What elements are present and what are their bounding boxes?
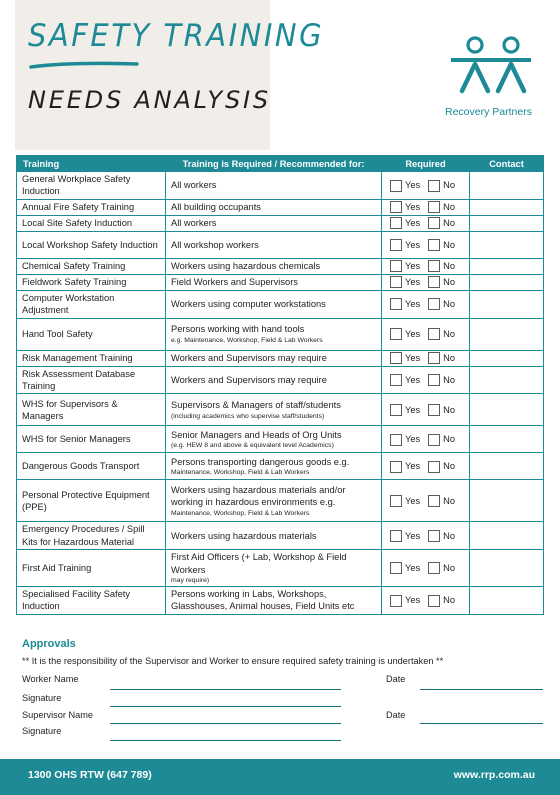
table-row bbox=[17, 587, 544, 615]
no-checkbox[interactable] bbox=[428, 239, 440, 251]
contact-cell[interactable] bbox=[470, 366, 544, 394]
requirement-text: Persons working with hand tools bbox=[171, 324, 305, 335]
training-name: Local Workshop Safety Induction bbox=[17, 231, 166, 258]
col-header-required-for: Training is Required / Recommended for: bbox=[166, 156, 382, 172]
brand-logo bbox=[445, 34, 545, 124]
responsibility-note: ** It is the responsibility of the Supervisor and Worker to ensure required safety training is undertaken ** bbox=[22, 656, 444, 666]
contact-cell[interactable] bbox=[470, 290, 544, 318]
training-name: WHS for Senior Managers bbox=[17, 426, 166, 453]
no-checkbox[interactable] bbox=[428, 260, 440, 272]
training-table bbox=[16, 155, 544, 615]
required-cell bbox=[382, 453, 470, 480]
no-checkbox[interactable] bbox=[428, 352, 440, 364]
training-name: Specialised Facility Safety Induction bbox=[17, 587, 166, 615]
no-label: No bbox=[443, 595, 456, 606]
training-name: Annual Fire Safety Training bbox=[17, 199, 166, 215]
requirement-cell bbox=[166, 274, 382, 290]
requirement-note: (including academics who supervise staff/students) bbox=[171, 412, 325, 420]
training-name: Computer Workstation Adjustment bbox=[17, 290, 166, 318]
yes-checkbox[interactable] bbox=[390, 217, 402, 229]
contact-cell[interactable] bbox=[470, 350, 544, 366]
yes-checkbox[interactable] bbox=[390, 530, 402, 542]
required-cell bbox=[382, 522, 470, 550]
no-checkbox[interactable] bbox=[428, 404, 440, 416]
footer-phone: 1300 OHS RTW (647 789) bbox=[28, 769, 152, 781]
required-cell bbox=[382, 274, 470, 290]
required-cell bbox=[382, 480, 470, 522]
table-row bbox=[17, 318, 544, 350]
requirement-note: Maintenance, Workshop, Field & Lab Workers bbox=[171, 469, 310, 477]
yes-checkbox[interactable] bbox=[390, 328, 402, 340]
yes-label: Yes bbox=[405, 495, 421, 506]
requirement-cell bbox=[166, 350, 382, 366]
no-checkbox[interactable] bbox=[428, 461, 440, 473]
table-row bbox=[17, 231, 544, 258]
contact-cell[interactable] bbox=[470, 522, 544, 550]
contact-cell[interactable] bbox=[470, 550, 544, 587]
brand-name: Recovery Partners bbox=[445, 106, 532, 118]
col-header-required: Required bbox=[382, 156, 470, 172]
no-label: No bbox=[443, 261, 456, 272]
requirement-note: e.g. Maintenance, Workshop, Field & Lab Workers bbox=[171, 336, 323, 344]
worker-name-field[interactable] bbox=[110, 689, 341, 690]
contact-cell[interactable] bbox=[470, 231, 544, 258]
no-label: No bbox=[443, 299, 456, 310]
yes-checkbox[interactable] bbox=[390, 239, 402, 251]
people-logo-icon bbox=[448, 34, 534, 98]
table-header-row bbox=[17, 156, 544, 172]
contact-cell[interactable] bbox=[470, 426, 544, 453]
required-cell bbox=[382, 394, 470, 426]
worker-signature-label: Signature bbox=[22, 693, 62, 703]
required-cell bbox=[382, 350, 470, 366]
contact-cell[interactable] bbox=[470, 394, 544, 426]
required-cell bbox=[382, 215, 470, 231]
requirement-cell bbox=[166, 426, 382, 453]
yes-label: Yes bbox=[405, 299, 421, 310]
contact-cell[interactable] bbox=[470, 453, 544, 480]
requirement-text: First Aid Officers (+ Lab, Workshop & Field Workers bbox=[171, 552, 347, 575]
training-name: Personal Protective Equipment (PPE) bbox=[17, 480, 166, 522]
requirement-note: Maintenance, Workshop, Field & Lab Workers bbox=[171, 509, 310, 517]
contact-cell[interactable] bbox=[470, 480, 544, 522]
training-name: Chemical Safety Training bbox=[17, 258, 166, 274]
page-subtitle: NEEDS ANALYSIS bbox=[28, 86, 271, 114]
training-name: Local Site Safety Induction bbox=[17, 215, 166, 231]
yes-checkbox[interactable] bbox=[390, 461, 402, 473]
requirement-cell bbox=[166, 231, 382, 258]
yes-checkbox[interactable] bbox=[390, 298, 402, 310]
requirement-text: All workers bbox=[171, 218, 217, 229]
yes-label: Yes bbox=[405, 404, 421, 415]
table-row bbox=[17, 290, 544, 318]
contact-cell[interactable] bbox=[470, 587, 544, 615]
requirement-text: Workers using hazardous materials and/or working in hazardous environments e.g. bbox=[171, 485, 346, 508]
no-checkbox[interactable] bbox=[428, 562, 440, 574]
requirement-cell bbox=[166, 215, 382, 231]
contact-cell[interactable] bbox=[470, 258, 544, 274]
requirement-text: All workshop workers bbox=[171, 239, 259, 250]
training-name: Dangerous Goods Transport bbox=[17, 453, 166, 480]
requirement-note: may require) bbox=[171, 577, 210, 585]
requirement-cell bbox=[166, 550, 382, 587]
training-name: WHS for Supervisors & Managers bbox=[17, 394, 166, 426]
yes-label: Yes bbox=[405, 375, 421, 385]
required-cell bbox=[382, 172, 470, 200]
yes-checkbox[interactable] bbox=[390, 201, 402, 213]
table-row bbox=[17, 215, 544, 231]
table-row bbox=[17, 394, 544, 426]
worker-signature-field[interactable] bbox=[110, 706, 341, 707]
required-cell bbox=[382, 258, 470, 274]
requirement-text: Workers using hazardous materials bbox=[171, 530, 317, 541]
yes-label: Yes bbox=[405, 434, 421, 445]
table-row bbox=[17, 199, 544, 215]
no-checkbox[interactable] bbox=[428, 434, 440, 446]
requirement-cell bbox=[166, 290, 382, 318]
no-label: No bbox=[443, 218, 456, 229]
requirement-cell bbox=[166, 587, 382, 615]
no-label: No bbox=[443, 277, 456, 288]
no-checkbox[interactable] bbox=[428, 298, 440, 310]
contact-cell[interactable] bbox=[470, 274, 544, 290]
required-cell bbox=[382, 366, 470, 394]
no-label: No bbox=[443, 239, 456, 250]
table-row bbox=[17, 522, 544, 550]
required-cell bbox=[382, 231, 470, 258]
yes-checkbox[interactable] bbox=[390, 260, 402, 272]
required-cell bbox=[382, 318, 470, 350]
no-label: No bbox=[443, 180, 456, 191]
table-row bbox=[17, 172, 544, 200]
requirement-text: Senior Managers and Heads of Org Units bbox=[171, 429, 342, 440]
yes-checkbox[interactable] bbox=[390, 495, 402, 507]
no-checkbox[interactable] bbox=[428, 180, 440, 192]
no-label: No bbox=[443, 461, 456, 472]
col-header-contact: Contact bbox=[470, 156, 544, 172]
requirement-cell bbox=[166, 318, 382, 350]
requirement-text: All building occupants bbox=[171, 202, 261, 213]
footer-bar bbox=[0, 759, 560, 795]
yes-label: Yes bbox=[405, 239, 421, 250]
required-cell bbox=[382, 550, 470, 587]
yes-label: Yes bbox=[405, 261, 421, 272]
required-cell bbox=[382, 290, 470, 318]
requirement-cell bbox=[166, 258, 382, 274]
table-row bbox=[17, 366, 544, 394]
no-label: No bbox=[443, 563, 456, 574]
table-row bbox=[17, 274, 544, 290]
training-name: Emergency Procedures / Spill Kits for Hazardous Material bbox=[17, 522, 166, 550]
contact-cell[interactable] bbox=[470, 318, 544, 350]
page-title: SAFETY TRAINING bbox=[28, 16, 325, 54]
no-label: No bbox=[443, 404, 456, 415]
requirement-cell bbox=[166, 453, 382, 480]
no-checkbox[interactable] bbox=[428, 276, 440, 288]
no-label: No bbox=[443, 329, 456, 340]
no-checkbox[interactable] bbox=[428, 374, 440, 386]
yes-label: Yes bbox=[405, 595, 421, 606]
requirement-note: (e.g. HEW 8 and above & equivalent level Academics) bbox=[171, 442, 334, 450]
contact-cell[interactable] bbox=[470, 172, 544, 200]
worker-date-field[interactable] bbox=[420, 689, 543, 690]
required-cell bbox=[382, 199, 470, 215]
requirement-cell bbox=[166, 366, 382, 394]
requirement-cell bbox=[166, 480, 382, 522]
worker-name-label: Worker Name bbox=[22, 674, 79, 684]
yes-checkbox[interactable] bbox=[390, 180, 402, 192]
requirement-text: Persons transporting dangerous goods e.g. bbox=[171, 456, 350, 467]
training-name: Hand Tool Safety bbox=[17, 318, 166, 350]
yes-label: Yes bbox=[405, 277, 421, 288]
supervisor-name-label: Supervisor Name bbox=[22, 710, 93, 720]
requirement-text: Field Workers and Supervisors bbox=[171, 277, 298, 288]
yes-label: Yes bbox=[405, 353, 421, 364]
training-name: General Workplace Safety Induction bbox=[17, 172, 166, 200]
yes-label: Yes bbox=[405, 530, 421, 541]
requirement-text: All workers bbox=[171, 180, 217, 191]
requirement-cell bbox=[166, 199, 382, 215]
table-row bbox=[17, 550, 544, 587]
requirement-text: Supervisors & Managers of staff/students bbox=[171, 400, 341, 411]
no-label: No bbox=[443, 530, 456, 541]
yes-label: Yes bbox=[405, 180, 421, 191]
requirement-cell bbox=[166, 394, 382, 426]
table-row bbox=[17, 258, 544, 274]
no-checkbox[interactable] bbox=[428, 495, 440, 507]
training-name: Fieldwork Safety Training bbox=[17, 274, 166, 290]
required-cell bbox=[382, 426, 470, 453]
col-header-training: Training bbox=[17, 156, 166, 172]
yes-checkbox[interactable] bbox=[390, 562, 402, 574]
requirement-text: Workers and Supervisors may require bbox=[171, 374, 327, 385]
table-row bbox=[17, 350, 544, 366]
yes-label: Yes bbox=[405, 218, 421, 229]
requirement-cell bbox=[166, 522, 382, 550]
training-name: First Aid Training bbox=[17, 550, 166, 587]
yes-checkbox[interactable] bbox=[390, 404, 402, 416]
no-checkbox[interactable] bbox=[428, 595, 440, 607]
approvals-heading: Approvals bbox=[22, 638, 76, 650]
requirement-text: Workers using computer workstations bbox=[171, 299, 326, 310]
supervisor-signature-field[interactable] bbox=[110, 740, 341, 741]
supervisor-date-field[interactable] bbox=[420, 723, 543, 724]
no-label: No bbox=[443, 375, 456, 385]
contact-cell[interactable] bbox=[470, 215, 544, 231]
yes-checkbox[interactable] bbox=[390, 276, 402, 288]
requirement-cell bbox=[166, 172, 382, 200]
title-panel bbox=[15, 0, 325, 150]
yes-checkbox[interactable] bbox=[390, 352, 402, 364]
yes-label: Yes bbox=[405, 202, 421, 213]
table-row bbox=[17, 426, 544, 453]
no-checkbox[interactable] bbox=[428, 328, 440, 340]
supervisor-date-label: Date bbox=[386, 710, 406, 720]
yes-checkbox[interactable] bbox=[390, 374, 402, 386]
no-checkbox[interactable] bbox=[428, 530, 440, 542]
no-checkbox[interactable] bbox=[428, 217, 440, 229]
yes-label: Yes bbox=[405, 563, 421, 574]
table-row bbox=[17, 480, 544, 522]
requirement-text: Persons working in Labs, Workshops, Glasshouses, Animal houses, Field Units etc bbox=[171, 589, 355, 612]
contact-cell[interactable] bbox=[470, 199, 544, 215]
yes-label: Yes bbox=[405, 461, 421, 472]
requirement-text: Workers and Supervisors may require bbox=[171, 352, 327, 363]
table-row bbox=[17, 453, 544, 480]
yes-checkbox[interactable] bbox=[390, 434, 402, 446]
worker-date-label: Date bbox=[386, 674, 406, 684]
supervisor-name-field[interactable] bbox=[110, 723, 341, 724]
no-label: No bbox=[443, 434, 456, 445]
no-label: No bbox=[443, 495, 456, 506]
no-checkbox[interactable] bbox=[428, 201, 440, 213]
yes-label: Yes bbox=[405, 329, 421, 340]
requirement-text: Workers using hazardous chemicals bbox=[171, 261, 321, 272]
training-name: Risk Assessment Database Training bbox=[17, 366, 166, 394]
supervisor-signature-label: Signature bbox=[22, 726, 62, 736]
no-label: No bbox=[443, 353, 456, 364]
footer-website-link[interactable]: www.rrp.com.au bbox=[453, 769, 535, 781]
required-cell bbox=[382, 587, 470, 615]
yes-checkbox[interactable] bbox=[390, 595, 402, 607]
training-name: Risk Management Training bbox=[17, 350, 166, 366]
title-underline-swoosh bbox=[29, 60, 139, 70]
no-label: No bbox=[443, 202, 456, 213]
